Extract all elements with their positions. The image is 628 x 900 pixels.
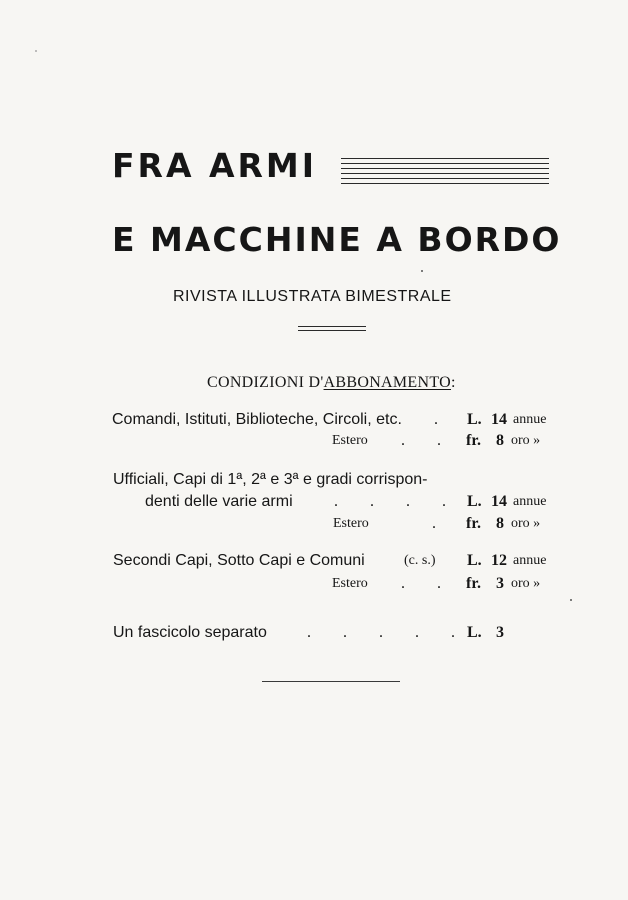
row-secondi-note: (c. s.) xyxy=(404,553,436,568)
scan-speck xyxy=(35,50,37,52)
row-comandi-label: Comandi, Istituti, Biblioteche, Circoli, etc. xyxy=(112,411,402,428)
row-secondi-estero-amount: 3 xyxy=(496,575,504,592)
row-ufficiali-currency: L. xyxy=(467,493,482,510)
row-secondi-estero-label: Estero xyxy=(332,576,368,591)
row-comandi-currency: L. xyxy=(467,411,482,428)
row-secondi-unit: annue xyxy=(513,553,547,568)
row-ufficiali-estero-unit: oro » xyxy=(511,516,541,531)
row-ufficiali-estero-dots: . xyxy=(432,515,436,532)
row-ufficiali-label-line1: Ufficiali, Capi di 1ª, 2ª e 3ª e gradi corrispon- xyxy=(113,471,428,488)
row-fascicolo-amount: 3 xyxy=(496,624,504,641)
row-secondi-amount: 12 xyxy=(491,552,507,569)
conditions-heading-underlined: ABBONAMENTO xyxy=(323,374,452,391)
row-secondi-estero-unit: oro » xyxy=(511,576,541,591)
row-secondi-estero-dots: . . xyxy=(401,575,441,592)
row-comandi-estero-label: Estero xyxy=(332,433,368,448)
row-comandi-amount: 14 xyxy=(491,411,507,428)
conditions-heading-prefix: CONDIZIONI D' xyxy=(207,374,324,391)
row-comandi-estero-amount: 8 xyxy=(496,432,504,449)
conditions-heading-colon: : xyxy=(451,374,456,391)
row-comandi-estero-dots: . . xyxy=(401,432,441,449)
title-line-1: FRA ARMI xyxy=(112,146,318,185)
row-fascicolo-label: Un fascicolo separato xyxy=(113,624,267,641)
row-ufficiali-label-line2: denti delle varie armi xyxy=(145,493,293,510)
conditions-heading xyxy=(207,374,456,392)
subtitle-divider xyxy=(298,326,366,334)
row-ufficiali-estero-amount: 8 xyxy=(496,515,504,532)
row-ufficiali-dots: . . . . xyxy=(334,493,446,510)
row-ufficiali-amount: 14 xyxy=(491,493,507,510)
row-ufficiali-estero-currency: fr. xyxy=(466,515,481,532)
title-line-2: E MACCHINE A BORDO xyxy=(112,220,562,259)
scan-speck xyxy=(421,270,423,272)
row-comandi-unit: annue xyxy=(513,412,547,427)
row-fascicolo-dots: . . . . . xyxy=(307,624,455,641)
row-ufficiali-unit: annue xyxy=(513,494,547,509)
row-comandi-estero-unit: oro » xyxy=(511,433,541,448)
row-comandi-estero-currency: fr. xyxy=(466,432,481,449)
scan-speck xyxy=(570,599,572,601)
bottom-divider xyxy=(262,681,400,682)
row-secondi-currency: L. xyxy=(467,552,482,569)
row-fascicolo-currency: L. xyxy=(467,624,482,641)
subtitle: RIVISTA ILLUSTRATA BIMESTRALE xyxy=(173,288,452,305)
row-secondi-estero-currency: fr. xyxy=(466,575,481,592)
row-secondi-label: Secondi Capi, Sotto Capi e Comuni xyxy=(113,552,365,569)
row-ufficiali-estero-label: Estero xyxy=(333,516,369,531)
row-comandi-dots: . xyxy=(434,411,438,428)
title-decorative-rule xyxy=(341,158,549,184)
